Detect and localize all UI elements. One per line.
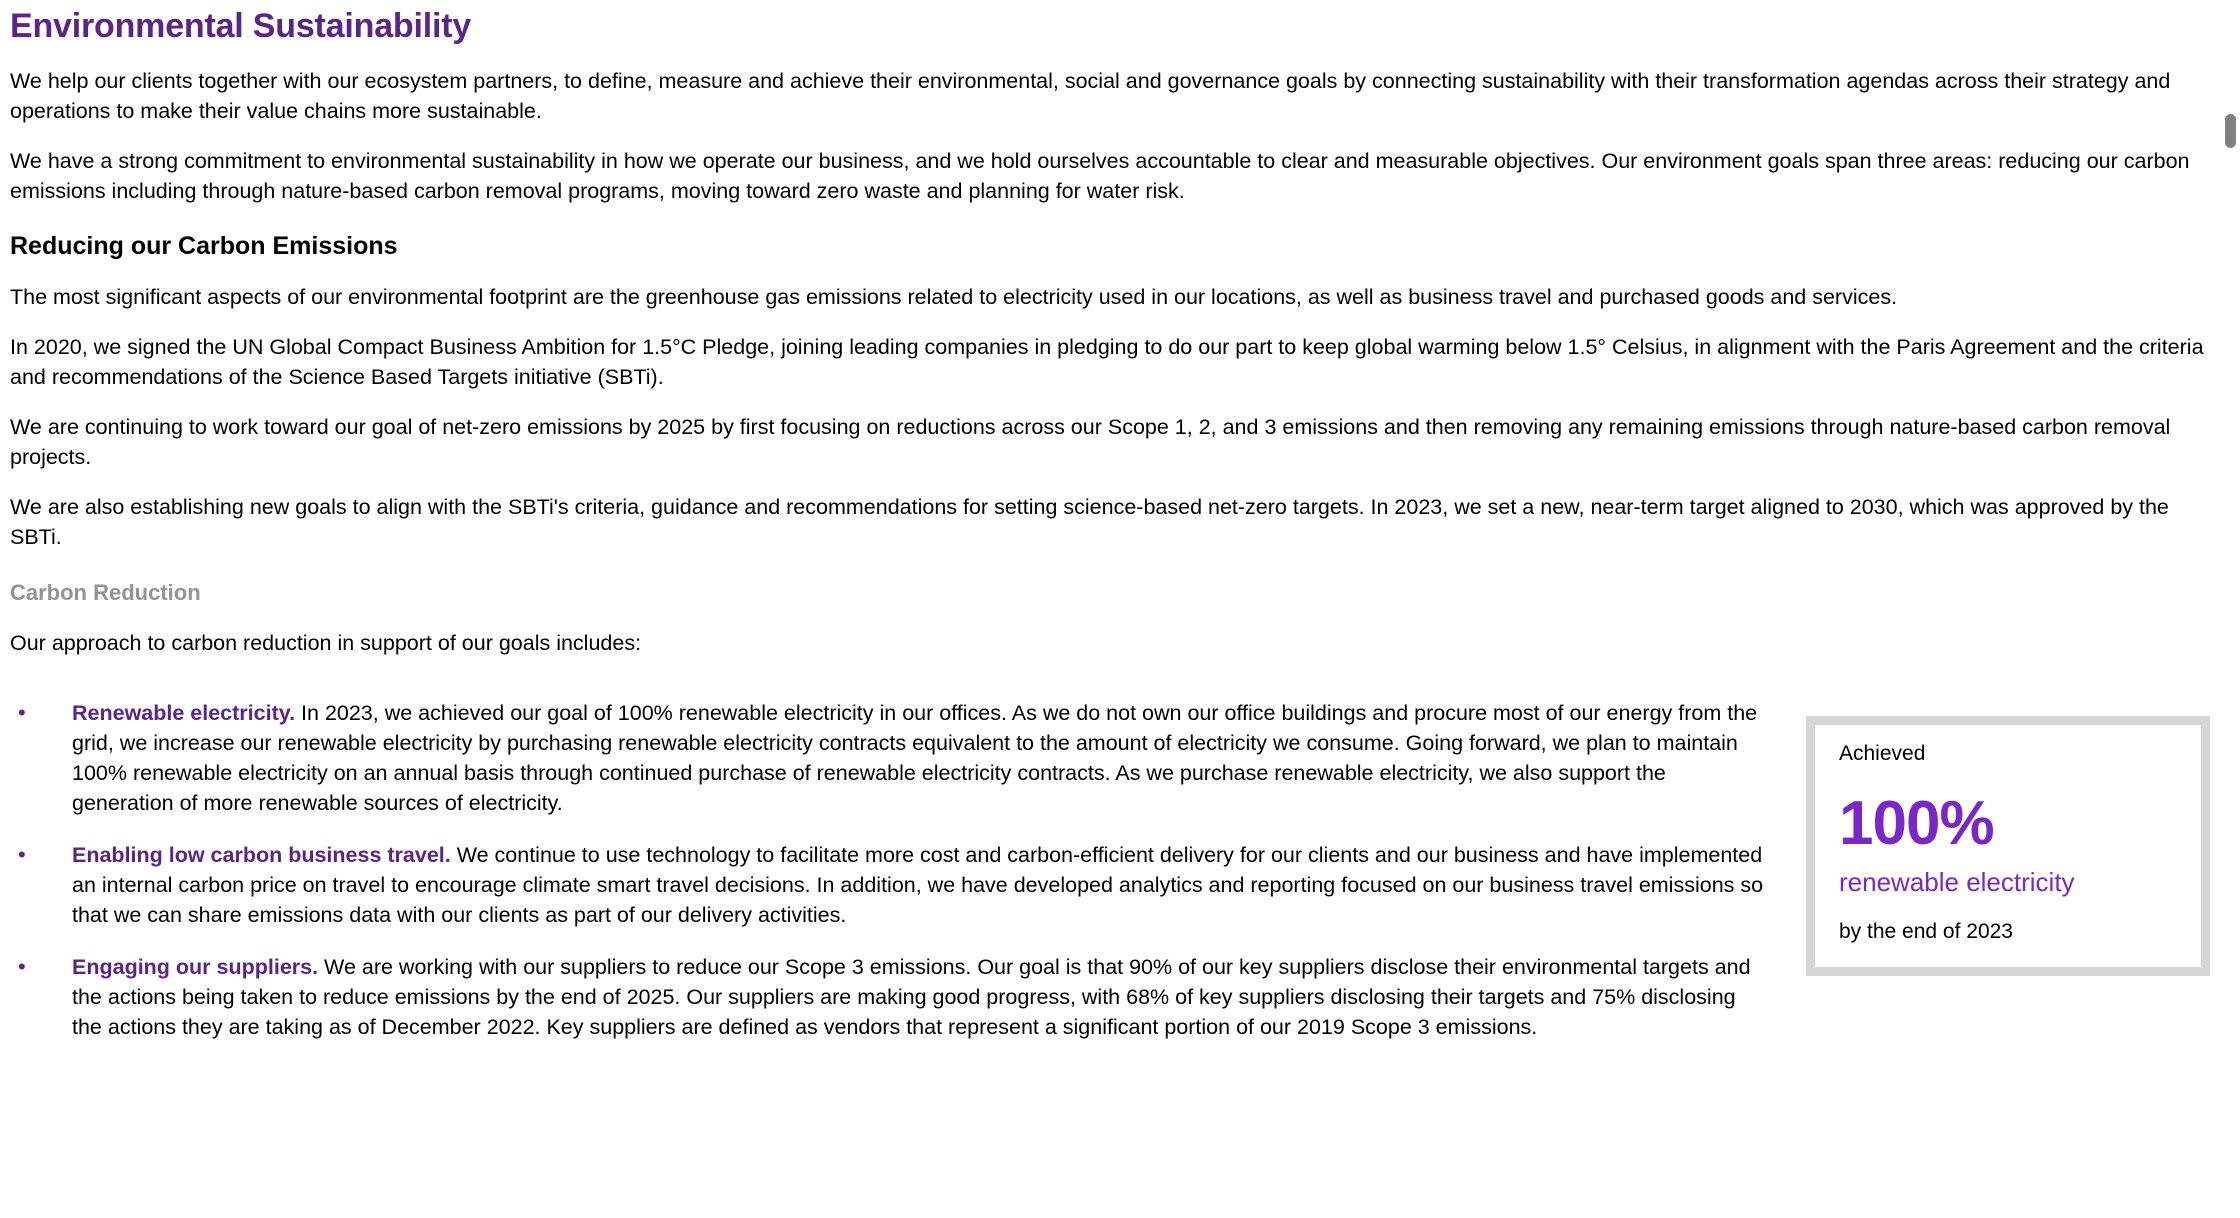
list-item: [10, 840, 2224, 930]
callout-label: renewable electricity: [1839, 867, 2075, 897]
callout-eyebrow: Achieved: [1839, 742, 1926, 765]
list-item-lead-in: Engaging our suppliers.: [72, 955, 319, 979]
list-item-lead-in: Enabling low carbon business travel.: [72, 843, 451, 867]
approach-intro-paragraph: Our approach to carbon reduction in support of our goals includes:: [10, 631, 642, 655]
bullet-point-icon: •: [18, 842, 26, 867]
list-item-lead-in: Renewable electricity.: [72, 701, 296, 725]
intro-paragraph-2: We have a strong commitment to environmental sustainability in how we operate our business, and we hold ourselves accountable to clear and measurable objectives. Our environment goals span three areas: reducing our carbon emissions including through nature-based carbon removal programs, moving toward zero waste and planning for water risk.: [10, 149, 2190, 203]
section-paragraph-2: In 2020, we signed the UN Global Compact Business Ambition for 1.5°C Pledge, joining leading companies in pledging to do our part to keep global warming below 1.5° Celsius, in alignment with the Paris Agreement and the criteria and recommendations of the Science Based Targets initiative (SBTi).: [10, 335, 2204, 389]
section-paragraph-1: The most significant aspects of our environmental footprint are the greenhouse gas emissions related to electricity used in our locations, as well as business travel and purchased goods and services.: [10, 285, 1898, 309]
sub-heading-carbon-reduction: Carbon Reduction: [10, 580, 201, 605]
bullets-with-callout-region: [10, 698, 2224, 1042]
list-item-text: In 2023, we achieved our goal of 100% renewable electricity in our offices. As we do not own our office buildings and procure most of our energy from the grid, we increase our renewable electricity by purchasing renewable electricity contracts equivalent to the amount of electricity we consume. Going forward, we plan to maintain 100% renewable electricity on an annual basis through continued purchase of renewable electricity contracts. As we purchase renewable electricity, we also support the generation of more renewable sources of electricity.: [72, 701, 1758, 815]
list-item: [10, 698, 2224, 818]
list-item-text: We are working with our suppliers to reduce our Scope 3 emissions. Our goal is that 90% of our key suppliers disclose their environmental targets and the actions being taken to reduce emissions by the end of 2025. Our suppliers are making good progress, with 68% of key suppliers disclosing their targets and 75% disclosing the actions they are taking as of December 2022. Key suppliers are defined as vendors that represent a significant portion of our 2019 Scope 3 emissions.: [72, 955, 1751, 1039]
bullet-point-icon: •: [18, 700, 26, 725]
callout-footnote: by the end of 2023: [1839, 920, 2013, 943]
carbon-reduction-bullet-list: [10, 698, 2224, 1042]
section-paragraph-4: We are also establishing new goals to align with the SBTi's criteria, guidance and recommendations for setting science-based net-zero targets. In 2023, we set a new, near-term target aligned to 2030, which was approved by the SBTi.: [10, 495, 2169, 549]
page-title: Environmental Sustainability: [10, 7, 472, 45]
section-paragraph-3: We are continuing to work toward our goal of net-zero emissions by 2025 by first focusing on reductions across our Scope 1, 2, and 3 emissions and then removing any remaining emissions through nature-based carbon removal projects.: [10, 415, 2171, 469]
scrollbar-thumb[interactable]: [2225, 114, 2236, 148]
intro-paragraph-1: We help our clients together with our ecosystem partners, to define, measure and achieve their environmental, social and governance goals by connecting sustainability with their transformation agendas across their strategy and operations to make their value chains more sustainable.: [10, 69, 2171, 123]
vertical-scrollbar[interactable]: [2224, 0, 2240, 1218]
callout-figure: 100%: [1839, 789, 1994, 858]
list-item: [10, 952, 2224, 1042]
bullet-point-icon: •: [18, 954, 26, 979]
section-heading-carbon-emissions: Reducing our Carbon Emissions: [10, 232, 398, 260]
list-item-text: We continue to use technology to facilitate more cost and carbon-efficient delivery for our clients and our business and have implemented an internal carbon price on travel to encourage climate smart travel decisions. In addition, we have developed analytics and reporting focused on our business travel emissions so that we can share emissions data with our clients as part of our delivery activities.: [72, 843, 1764, 927]
